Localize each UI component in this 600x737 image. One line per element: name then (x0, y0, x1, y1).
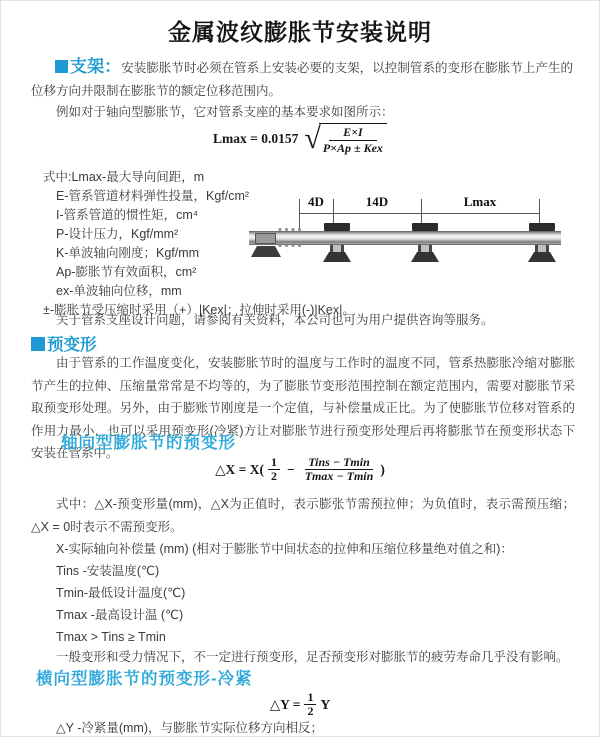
temp-inequality: Tmax > Tins ≥ Tmin (56, 630, 166, 644)
lateral-explain-line: △Y -冷紧量(mm)，与膨胀节实际位移方向相反； (56, 721, 324, 735)
sqrt-radical-sign: √ (304, 122, 321, 155)
frac-den: 2 (307, 704, 314, 718)
pipe-support (322, 193, 352, 267)
formula-lmax-numerator: E×I (329, 125, 377, 141)
bellows-icon (277, 242, 304, 249)
temp-line-tins: Tins -安装温度(℃) (56, 564, 160, 578)
page-title: 金属波纹膨胀节安装说明 (168, 19, 432, 45)
definition-line: E-管系管道材料弹性投量，Kgf/cm² (56, 189, 250, 203)
frac-den: Tmax − Tmin (304, 469, 374, 483)
support-base (528, 252, 556, 262)
formula-dx-lead: △X = X( (215, 461, 264, 477)
subheading-axial-predeform: 轴向型膨胀节的预变形 (61, 434, 236, 452)
axial-explain-paragraph: 式中：△X-预变形量(mm)，△X为正值时，表示膨张节需预拉伸；为负值时，表示需预压缩；△X = 0时表示不需预变形。 (31, 497, 575, 534)
dimension-label-14d: 14D (365, 194, 389, 209)
support-example-line: 例如对于轴向型膨胀节，它对管系支座的基本要求如图所示： (56, 105, 394, 119)
support-note-line: 关于管系支座设计问题，请参阅有关资料，本公司也可为用户提供咨询等服务。 (56, 313, 494, 327)
formula-lmax (1, 123, 599, 155)
formula-lmax-radicand (319, 123, 387, 155)
support-cap (529, 223, 555, 231)
pipe-support (410, 193, 440, 267)
support-intro-paragraph (31, 56, 573, 102)
dimension-label-4d: 4D (308, 194, 324, 209)
definition-line: Ap-膨胀节有效面积，cm² (56, 265, 197, 279)
bellows-icon (277, 226, 304, 233)
formula-lmax-denominator: P×Ap ± Kex (322, 141, 383, 155)
support-neck (330, 245, 344, 252)
support-base (323, 252, 351, 262)
definition-line: 式中:Lmax-最大导向间距，m (43, 170, 205, 184)
definition-line: ex-单波轴向位移，mm (56, 284, 182, 298)
subheading-lateral-predeform: 横向型膨胀节的预变形-冷紧 (36, 670, 253, 688)
frac-den: 2 (271, 469, 277, 483)
formula-delta-x (1, 456, 599, 483)
section-square-icon (31, 337, 45, 351)
axial-x-definition: X-实际轴向补偿量 (mm) (相对于膨胀节中间状态的拉伸和压缩位移量绝对值之和)： (56, 542, 513, 556)
definition-line: ±-膨胀节受压缩时采用（+）|Kex|；拉伸时采用(-)|Kex|。 (43, 303, 355, 317)
dimension-label-lmax: Lmax (463, 194, 497, 209)
support-intro-text: 安装膨胀节时必须在管系上安装必要的支架，以控制管系的变形在膨胀节上产生的位移方向并限制在膨胀节的额定位移范围内。 (31, 61, 574, 98)
frac-num: 1 (304, 691, 316, 705)
support-cap (412, 223, 438, 231)
frac-num: Tins − Tmin (305, 456, 373, 470)
anchor-base (251, 246, 281, 257)
temp-line-tmin: Tmin-最低设计温度(℃) (56, 586, 186, 600)
fraction-one-half (268, 456, 280, 483)
temp-line-tmax: Tmax -最高设计温 (℃) (56, 608, 184, 622)
anchor-block (255, 233, 276, 244)
predeform-paragraph: 由于管系的工作温度变化，安装膨胀节时的温度与工作时的温度不同，管系热膨胀冷缩对膨胀节产生的拉伸、压缩量常常是不均等的，为了膨胀节变形范围控制在额定范围内，需要对膨胀节采取预变形处理。另外，由于膨账节刚度是一个定值，与补偿量成正比。为了使膨胀节位移对管系的作用力最小，也可以采用预变形(冷紧)方让对膨胀节进行预变形处理后再将膨胀节在预变形状态下安装在管系中。 (31, 356, 575, 460)
support-neck (418, 245, 432, 252)
formula-delta-y (1, 691, 599, 718)
axial-note-line: 一般变形和受力情况下，不一定进行预变形，足否预变形对膨胀节的疲劳寿命几乎没有影响。 (56, 650, 569, 664)
section-square-icon (55, 60, 68, 73)
section-heading-predeform: 预变形 (47, 336, 97, 354)
support-base (411, 252, 439, 262)
support-cap (324, 223, 350, 231)
definition-line: P-设计压力，Kgf/mm² (56, 227, 179, 241)
fraction-one-half (304, 691, 316, 718)
minus-sign: − (287, 461, 295, 477)
definition-line: K-单波轴向刚度；Kgf/mm (56, 246, 200, 260)
support-neck (535, 245, 549, 252)
formula-dy-lead: △Y = (269, 696, 301, 712)
formula-dy-tail: Y (320, 696, 331, 712)
pipe-support-diagram (247, 193, 565, 267)
formula-dx-close: ) (380, 461, 385, 477)
section-heading-support: 支架： (70, 57, 122, 76)
definition-line: I-管系管道的惯性矩，cm⁴ (56, 208, 199, 222)
frac-num: 1 (268, 456, 280, 470)
formula-lmax-lead: Lmax = 0.0157 (213, 131, 299, 146)
pipe-support (527, 193, 557, 267)
fraction-temperature (302, 456, 377, 483)
